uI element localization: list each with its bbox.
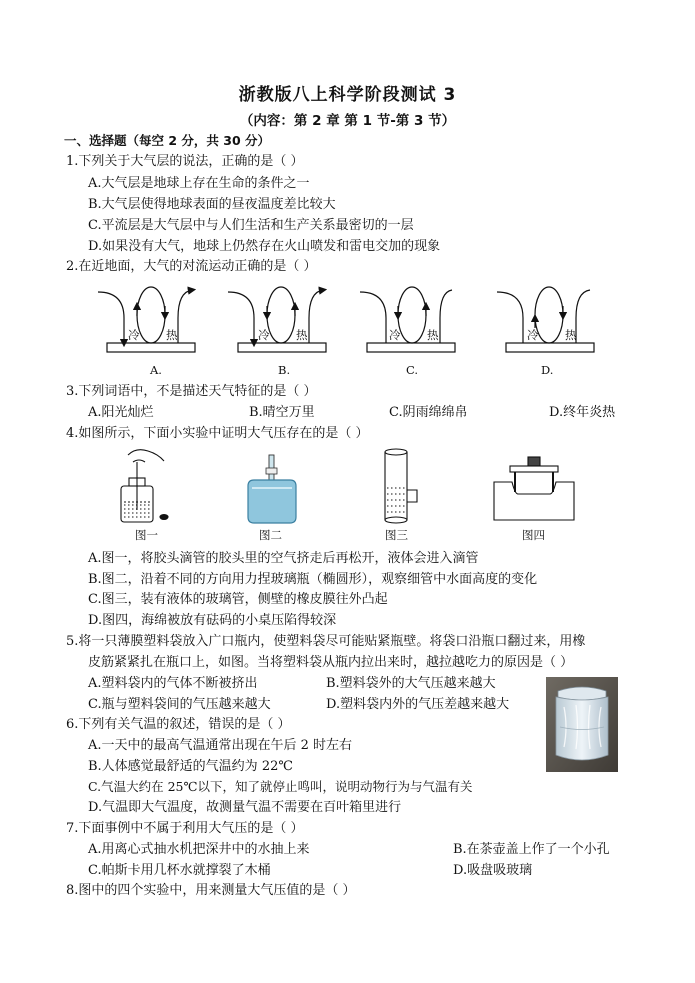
q5-jar-photo: [546, 677, 618, 772]
q5-option-b: B.塑料袋外的大气压越来越大: [326, 676, 496, 691]
q4-caption-3: 图三: [385, 528, 408, 542]
q6-option-b: B.人体感觉最舒适的气温约为 22℃: [88, 759, 293, 774]
q1-option-c: C.平流层是大气层中与人们生活和生产关系最密切的一层: [88, 218, 414, 233]
q4-option-c: C.图三，装有液体的玻璃管，侧壁的橡皮膜往外凸起: [88, 592, 388, 607]
q7-option-a: A.用离心式抽水机把深井中的水抽上来: [88, 842, 310, 857]
q6-stem: 6.下列有关气温的叙述，错误的是（ ）: [66, 717, 291, 732]
exam-subtitle: （内容：第 2 章 第 1 节-第 3 节）: [239, 113, 456, 129]
figure-2-squeeze-bottle: [248, 455, 296, 523]
q8-stem: 8.图中的四个实验中，用来测量大气压值的是（ ）: [66, 883, 356, 898]
q5-option-c: C.瓶与塑料袋间的气压越来越大: [88, 697, 271, 712]
q4-option-a: A.图一，将胶头滴管的胶头里的空气挤走后再松开，液体会进入滴管: [88, 551, 479, 566]
q5-stem-line2: 皮筋紧紧扎在瓶口上，如图。当将塑料袋从瓶内拉出来时，越拉越吃力的原因是（ ）: [88, 655, 574, 670]
q7-option-d: D.吸盘吸玻璃: [453, 863, 533, 878]
q4-caption-2: 图二: [259, 528, 282, 542]
q1-option-d: D.如果没有大气，地球上仍然存在火山喷发和雷电交加的现象: [88, 239, 441, 254]
q4-option-b: B.图二，沿着不同的方向用力捏玻璃瓶（椭圆形），观察细管中水面高度的变化: [88, 572, 538, 587]
q4-caption-1: 图一: [135, 528, 158, 542]
q5-option-d: D.塑料袋内外的气压差越来越大: [326, 697, 510, 712]
figure-4-sponge-table: [494, 457, 574, 520]
exam-title: 浙教版八上科学阶段测试 3: [238, 85, 457, 105]
q5-stem-line1: 5.将一只薄膜塑料袋放入广口瓶内，使塑料袋尽可能贴紧瓶壁。将袋口沿瓶口翻过来，用橡: [66, 634, 586, 649]
q3-option-d: D.终年炎热: [549, 405, 616, 420]
q4-caption-4: 图四: [522, 528, 545, 542]
label-cold-c: 冷: [389, 328, 401, 342]
q2-caption-c: C.: [406, 363, 419, 377]
figure-1-dropper: [121, 450, 168, 522]
q2-caption-a: A.: [150, 363, 162, 377]
q1-option-a: A.大气层是地球上存在生命的条件之一: [88, 176, 310, 191]
q3-stem: 3.下列词语中，不是描述天气特征的是（ ）: [66, 384, 317, 399]
q7-option-c: C.帕斯卡用几杯水就撑裂了木桶: [88, 863, 271, 878]
q4-stem: 4.如图所示，下面小实验中证明大气压存在的是（ ）: [66, 426, 369, 441]
q2-caption-b: B.: [278, 363, 291, 377]
q1-stem: 1.下列关于大气层的说法，正确的是（ ）: [66, 154, 304, 169]
q3-option-b: B.晴空万里: [249, 405, 315, 420]
q5-option-a: A.塑料袋内的气体不断被挤出: [88, 676, 258, 691]
label-cold-a: 冷: [128, 328, 140, 342]
label-hot-d: 热: [565, 328, 577, 342]
label-cold-b: 冷: [258, 328, 270, 342]
label-hot-a: 热: [166, 328, 178, 342]
q6-option-a: A.一天中的最高气温通常出现在午后 2 时左右: [88, 738, 353, 753]
q2-caption-d: D.: [541, 363, 554, 377]
q4-option-d: D.图四，海绵被放有砝码的小桌压陷得较深: [88, 613, 337, 628]
q2-stem: 2.在近地面，大气的对流运动正确的是（ ）: [66, 259, 317, 274]
q7-stem: 7.下面事例中不属于利用大气压的是（ ）: [66, 821, 304, 836]
q7-option-b: B.在茶壶盖上作了一个小孔: [453, 842, 610, 857]
label-hot-b: 热: [296, 328, 308, 342]
section-heading: 一、选择题（每空 2 分，共 30 分）: [64, 133, 271, 148]
label-cold-d: 冷: [527, 328, 539, 342]
figure-3-glass-tube: [385, 449, 417, 523]
q6-option-d: D.气温即大气温度，故测量气温不需要在百叶箱里进行: [88, 800, 402, 815]
q3-option-a: A.阳光灿烂: [88, 405, 154, 420]
q6-option-c: C.气温大约在 25℃以下，知了就停止鸣叫，说明动物行为与气温有关: [88, 779, 473, 794]
q1-option-b: B.大气层使得地球表面的昼夜温度差比较大: [88, 197, 336, 212]
q3-option-c: C.阴雨绵绵帛: [389, 405, 468, 420]
label-hot-c: 热: [427, 328, 439, 342]
